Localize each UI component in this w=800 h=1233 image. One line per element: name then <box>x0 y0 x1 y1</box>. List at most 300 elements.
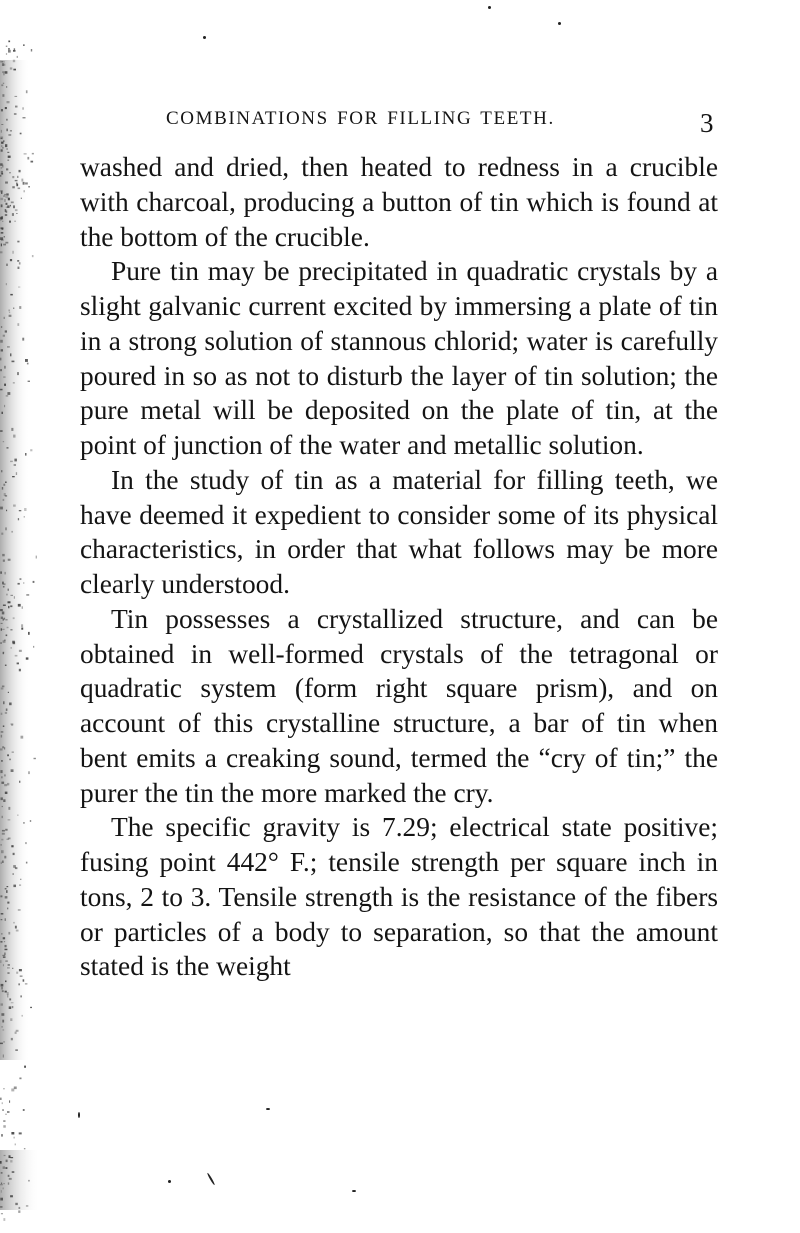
edge-speck <box>16 930 19 932</box>
edge-speck <box>1 244 2 247</box>
edge-speck <box>15 1203 17 1205</box>
edge-speck <box>1 142 3 144</box>
edge-speck <box>15 96 18 97</box>
edge-speck <box>0 198 3 200</box>
edge-speck <box>1 933 3 934</box>
edge-speck <box>9 315 12 317</box>
edge-speck <box>10 1160 12 1162</box>
edge-speck <box>0 642 1 644</box>
edge-speck <box>28 1180 30 1182</box>
edge-speck <box>1 839 3 841</box>
edge-speck <box>3 956 6 958</box>
edge-speck <box>10 1018 12 1021</box>
edge-speck <box>2 830 5 832</box>
edge-speck <box>4 366 5 369</box>
edge-speck <box>13 885 16 888</box>
edge-speck <box>1 782 4 784</box>
edge-speck <box>13 205 15 208</box>
edge-speck <box>7 627 9 628</box>
edge-speck <box>7 392 10 395</box>
edge-speck <box>1 688 4 690</box>
edge-speck <box>15 926 17 929</box>
scan-speck <box>488 6 491 9</box>
edge-speck <box>4 953 6 956</box>
edge-speck <box>17 663 19 665</box>
edge-speck <box>5 888 7 890</box>
edge-speck <box>6 193 9 195</box>
edge-speck <box>12 213 14 216</box>
edge-speck <box>19 669 21 672</box>
edge-speck <box>11 1002 14 1003</box>
edge-speck <box>1 227 4 229</box>
edge-speck <box>13 382 15 384</box>
edge-speck <box>11 1132 14 1135</box>
edge-speck <box>30 820 31 821</box>
edge-speck <box>9 1155 11 1158</box>
edge-speck <box>8 819 11 820</box>
edge-speck <box>21 736 24 739</box>
edge-speck <box>6 46 8 47</box>
edge-speck <box>1 1213 3 1214</box>
edge-speck <box>1 617 3 619</box>
edge-speck <box>17 372 18 375</box>
edge-speck <box>10 1195 13 1197</box>
edge-speck <box>5 71 8 74</box>
edge-speck <box>4 856 6 859</box>
edge-speck <box>14 922 15 924</box>
edge-speck <box>0 1206 2 1208</box>
edge-speck <box>25 359 28 362</box>
edge-speck <box>0 389 2 391</box>
edge-speck <box>2 629 4 630</box>
edge-speck <box>28 186 30 187</box>
edge-speck <box>8 601 11 603</box>
edge-speck <box>7 972 9 973</box>
edge-speck <box>15 655 18 657</box>
edge-speck <box>8 48 10 49</box>
edge-speck <box>1 204 3 207</box>
edge-speck <box>3 586 5 588</box>
scan-speck <box>352 1190 356 1192</box>
edge-speck <box>18 518 19 520</box>
edge-speck <box>0 61 3 63</box>
edge-speck <box>8 198 10 201</box>
edge-speck <box>16 972 18 974</box>
edge-speck <box>11 428 13 431</box>
edge-speck <box>2 1102 3 1104</box>
edge-speck <box>14 1137 15 1139</box>
edge-speck <box>7 160 9 161</box>
edge-speck <box>18 583 20 585</box>
edge-speck <box>32 255 34 257</box>
edge-speck <box>5 330 7 332</box>
edge-speck <box>3 335 5 337</box>
edge-speck <box>18 909 21 911</box>
edge-speck <box>2 686 5 688</box>
edge-speck <box>7 967 10 968</box>
edge-speck <box>24 508 26 511</box>
edge-speck <box>3 73 4 75</box>
edge-speck <box>7 1111 10 1113</box>
edge-speck <box>5 182 8 184</box>
scan-speck <box>203 36 206 39</box>
edge-speck <box>19 170 21 172</box>
edge-speck <box>0 251 3 253</box>
edge-speck <box>2 833 5 835</box>
edge-speck <box>1 349 3 351</box>
edge-speck <box>8 1175 10 1177</box>
edge-speck <box>4 784 7 786</box>
edge-speck <box>7 447 9 449</box>
edge-speck <box>5 199 6 202</box>
edge-speck <box>1 735 2 738</box>
edge-speck <box>3 64 6 66</box>
edge-speck <box>1 913 4 914</box>
edge-speck <box>2 94 4 97</box>
edge-speck <box>20 578 22 579</box>
edge-speck <box>26 862 28 864</box>
edge-speck <box>1 987 2 990</box>
edge-speck <box>2 990 4 992</box>
edge-speck <box>34 758 36 759</box>
edge-speck <box>25 182 28 184</box>
edge-speck <box>1 191 2 194</box>
edge-speck <box>7 995 8 998</box>
edge-speck <box>3 499 5 501</box>
edge-speck <box>10 294 13 296</box>
edge-speck <box>0 844 2 845</box>
edge-speck <box>9 172 10 173</box>
edge-speck <box>3 1121 5 1122</box>
edge-speck <box>3 1029 5 1030</box>
edge-speck <box>18 604 21 607</box>
edge-speck <box>12 1171 15 1173</box>
edge-speck <box>3 799 5 802</box>
edge-speck <box>27 157 29 160</box>
edge-speck <box>25 453 27 456</box>
edge-speck <box>6 890 8 893</box>
edge-speck <box>28 632 30 635</box>
edge-speck <box>6 635 8 637</box>
edge-speck <box>7 101 10 103</box>
edge-speck <box>18 1210 20 1213</box>
edge-speck <box>21 198 22 199</box>
page-header <box>0 108 800 138</box>
edge-speck <box>13 853 15 855</box>
edge-speck <box>17 323 19 326</box>
edge-speck <box>11 1038 13 1040</box>
edge-speck <box>6 53 7 54</box>
edge-speck <box>0 1043 3 1045</box>
edge-speck <box>4 941 5 942</box>
edge-speck <box>15 209 18 211</box>
edge-speck <box>0 218 1 221</box>
edge-speck <box>17 815 19 816</box>
edge-speck <box>1 1183 2 1184</box>
edge-speck <box>6 283 7 285</box>
edge-speck <box>2 71 5 73</box>
edge-speck <box>31 161 34 163</box>
edge-speck <box>21 179 23 182</box>
edge-speck <box>1 326 2 328</box>
edge-speck <box>1 731 4 732</box>
edge-speck <box>7 992 9 995</box>
edge-speck <box>4 194 5 196</box>
scan-speck <box>266 1108 270 1110</box>
edge-speck <box>3 1188 4 1190</box>
edge-speck <box>1 1013 4 1016</box>
edge-speck <box>21 995 22 997</box>
edge-speck <box>10 629 12 630</box>
edge-speck <box>3 484 5 486</box>
edge-speck <box>1 984 4 987</box>
edge-speck <box>13 251 14 254</box>
edge-speck <box>19 885 21 886</box>
edge-speck <box>19 1078 21 1080</box>
edge-speck <box>2 861 4 864</box>
edge-speck <box>6 1160 8 1163</box>
edge-speck <box>0 960 1 963</box>
edge-speck <box>2 1020 4 1023</box>
edge-speck <box>22 1015 23 1017</box>
edge-speck <box>20 976 23 977</box>
edge-speck <box>32 153 34 155</box>
edge-speck <box>22 338 24 341</box>
edge-speck <box>13 50 16 52</box>
running-head: COMBINATIONS FOR FILLING TEETH. <box>166 108 555 129</box>
edge-speck <box>10 205 11 207</box>
edge-speck <box>3 560 5 562</box>
edge-speck <box>26 657 29 659</box>
edge-speck <box>4 405 5 407</box>
edge-speck <box>3 726 5 727</box>
paragraph-study-of-tin: In the study of tin as a material for filling teeth, we have deemed it expedient to consider some of its physical characteristics, in order that what follows may be more clearly understood. <box>80 464 718 599</box>
edge-speck <box>13 308 14 310</box>
edge-speck <box>18 267 20 269</box>
edge-speck <box>5 829 7 831</box>
edge-speck <box>26 90 28 93</box>
edge-speck <box>14 221 16 222</box>
edge-speck <box>5 495 7 497</box>
edge-speck <box>2 165 4 168</box>
edge-speck <box>11 724 13 726</box>
edge-speck <box>28 771 30 774</box>
edge-speck <box>1 1190 2 1193</box>
edge-speck <box>1 232 4 234</box>
edge-speck <box>5 1167 7 1169</box>
edge-speck <box>11 1157 14 1158</box>
edge-speck <box>5 527 7 530</box>
edge-speck <box>3 1041 4 1042</box>
edge-speck <box>31 49 32 52</box>
edge-speck <box>19 969 22 971</box>
edge-speck <box>16 1030 19 1032</box>
edge-speck <box>5 214 7 215</box>
edge-speck <box>28 381 30 382</box>
edge-speck <box>3 441 4 442</box>
edge-speck <box>2 612 5 615</box>
page-binding-edge <box>0 0 44 1228</box>
edge-speck <box>2 816 4 818</box>
edge-speck <box>13 865 16 868</box>
edge-speck <box>2 806 3 807</box>
edge-speck <box>4 572 6 575</box>
edge-speck <box>17 241 19 243</box>
edge-speck <box>0 1184 3 1185</box>
edge-speck <box>3 1183 4 1184</box>
edge-speck <box>0 571 2 573</box>
edge-speck <box>0 358 1 361</box>
edge-speck <box>3 937 5 939</box>
edge-speck <box>17 176 18 178</box>
edge-speck <box>9 1178 12 1180</box>
edge-speck <box>26 594 29 595</box>
edge-speck <box>3 83 4 84</box>
edge-speck <box>1 713 3 715</box>
edge-speck <box>19 1207 21 1209</box>
edge-speck <box>2 412 3 414</box>
edge-speck <box>1 149 3 151</box>
edge-speck <box>14 464 16 466</box>
edge-speck <box>1 862 2 864</box>
edge-speck <box>5 961 8 962</box>
edge-speck <box>8 41 10 43</box>
edge-speck <box>25 842 27 844</box>
edge-speck <box>8 807 10 810</box>
edge-speck <box>21 628 23 630</box>
edge-speck <box>13 617 15 619</box>
edge-speck <box>7 148 8 150</box>
edge-speck <box>7 754 9 756</box>
edge-speck <box>18 287 20 288</box>
edge-speck <box>16 184 18 187</box>
edge-speck <box>3 701 4 704</box>
edge-speck <box>1 623 3 624</box>
edge-speck <box>1 1134 3 1137</box>
edge-speck <box>3 1166 5 1169</box>
edge-speck <box>1 1026 3 1027</box>
edge-speck <box>4 747 5 749</box>
edge-speck <box>5 712 7 714</box>
edge-speck <box>12 176 14 178</box>
edge-speck <box>1 239 4 241</box>
edge-speck <box>16 213 18 214</box>
edge-speck <box>12 186 15 188</box>
edge-speck <box>1 1003 4 1005</box>
paragraph-crystallized-structure: Tin possesses a crystallized structure, and can be obtained in well-formed crystals of the tetragonal or quadratic system (form right square prism), and on account of this crystalline structure, a bar of tin when bent emits a creaking sound, termed the “cry of tin;” the purer the tin the more marked the cry. <box>80 603 718 808</box>
edge-speck <box>3 1125 6 1128</box>
edge-speck <box>36 556 37 559</box>
edge-speck <box>11 647 12 648</box>
edge-speck <box>7 783 9 786</box>
edge-speck <box>3 1088 4 1089</box>
edge-speck <box>15 1049 18 1051</box>
edge-speck <box>19 262 21 264</box>
edge-speck <box>15 1032 17 1034</box>
body-text <box>80 150 718 984</box>
edge-speck <box>2 221 3 222</box>
edge-speck <box>0 175 1 177</box>
edge-speck <box>11 595 14 596</box>
edge-speck <box>24 190 25 192</box>
edge-speck <box>5 792 8 794</box>
edge-speck <box>5 242 8 244</box>
edge-speck <box>12 641 15 644</box>
edge-speck <box>19 781 20 783</box>
edge-speck <box>0 609 3 611</box>
edge-speck <box>2 955 5 956</box>
edge-speck <box>3 605 6 607</box>
edge-speck <box>0 1161 2 1164</box>
edge-speck <box>9 998 11 1000</box>
edge-speck <box>4 774 5 776</box>
edge-speck <box>2 582 4 585</box>
edge-speck <box>0 748 3 750</box>
edge-speck <box>19 306 21 309</box>
edge-speck <box>24 516 25 518</box>
edge-speck <box>8 964 10 966</box>
edge-speck <box>12 361 15 363</box>
edge-speck <box>24 1066 26 1068</box>
edge-speck <box>2 554 4 556</box>
edge-speck <box>1 84 3 86</box>
edge-speck <box>6 207 9 208</box>
edge-speck <box>10 67 13 69</box>
edge-speck <box>6 709 8 711</box>
page-number: 3 <box>700 108 714 138</box>
edge-speck <box>20 879 21 880</box>
edge-speck <box>0 1098 1 1100</box>
edge-speck <box>8 1182 9 1184</box>
edge-speck <box>1 919 3 920</box>
edge-speck <box>12 1006 14 1008</box>
edge-speck <box>8 589 10 591</box>
edge-speck <box>3 652 4 654</box>
scan-speck <box>78 1112 80 1118</box>
scan-speck <box>168 1180 171 1183</box>
edge-speck <box>25 983 28 985</box>
edge-speck <box>26 1205 28 1206</box>
edge-speck <box>0 507 3 510</box>
edge-speck <box>4 1155 6 1156</box>
edge-speck <box>19 1132 22 1134</box>
edge-speck <box>6 594 7 596</box>
edge-speck <box>5 482 7 484</box>
edge-speck <box>3 964 4 966</box>
edge-speck <box>9 1006 12 1009</box>
edge-speck <box>6 395 9 397</box>
edge-speck <box>0 895 2 897</box>
edge-speck <box>3 195 5 197</box>
edge-speck <box>2 147 3 149</box>
edge-speck <box>30 1007 32 1008</box>
edge-speck <box>13 435 15 438</box>
edge-speck <box>5 144 7 147</box>
edge-speck <box>5 1114 7 1115</box>
edge-speck <box>13 505 16 507</box>
edge-speck <box>8 50 11 53</box>
edge-speck <box>10 259 12 261</box>
edge-speck <box>8 156 11 158</box>
edge-speck <box>11 202 14 204</box>
edge-speck <box>0 430 3 432</box>
edge-speck <box>19 650 22 652</box>
edge-speck <box>1 628 2 630</box>
edge-speck <box>6 168 8 170</box>
edge-speck <box>5 945 7 947</box>
edge-speck <box>6 211 8 213</box>
edge-speck <box>0 1198 3 1201</box>
